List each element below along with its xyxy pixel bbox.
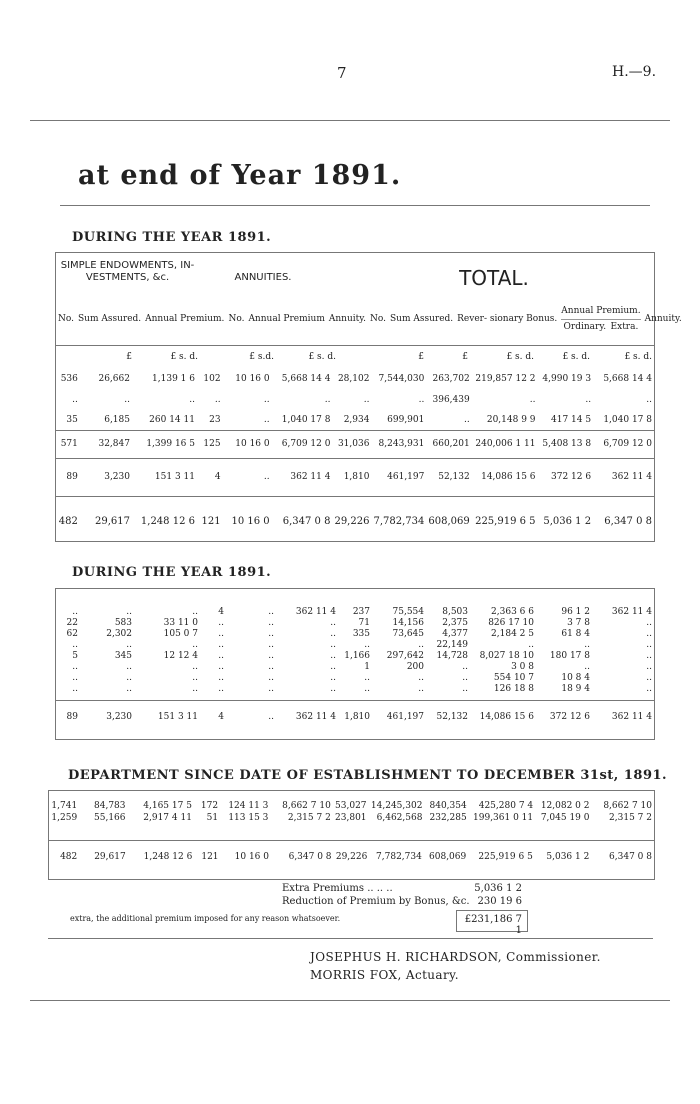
cell: 14,245,302 <box>370 801 423 811</box>
cell: 29,226 <box>335 852 368 862</box>
cell: 3 0 8 <box>511 661 534 672</box>
table-row <box>56 606 654 617</box>
cell: .. <box>268 606 274 617</box>
cell: 29,617 <box>94 515 130 527</box>
cell: 260 14 11 <box>149 414 195 425</box>
cell: 55,166 <box>94 813 126 823</box>
cell: 32,847 <box>98 439 130 449</box>
table-row <box>56 683 654 694</box>
commissioner-signature: JOSEPHUS H. RICHARDSON, Commissioner. <box>310 950 601 964</box>
cell: 362 11 4 <box>611 712 652 722</box>
cell: .. <box>529 395 536 405</box>
cell: 10 16 0 <box>235 374 270 384</box>
cell: 362 11 4 <box>295 606 336 617</box>
cell: .. <box>330 661 336 672</box>
cell: 2,917 4 11 <box>143 813 192 823</box>
cell: 362 11 4 <box>295 712 336 722</box>
cell: .. <box>126 639 132 650</box>
cell: .. <box>330 683 336 694</box>
cell: 29,226 <box>334 515 370 527</box>
cell: .. <box>72 683 78 694</box>
unit-label: £ s. d. <box>562 352 590 362</box>
section2-heading: DURING THE YEAR 1891. <box>72 565 272 580</box>
cell: 660,201 <box>432 439 470 449</box>
cell: 5 <box>72 650 78 661</box>
cell: 362 11 4 <box>611 472 652 482</box>
cell: 8,503 <box>442 606 468 617</box>
cell: .. <box>418 639 424 650</box>
cell: 335 <box>352 628 370 639</box>
cell: 1,166 <box>344 650 370 661</box>
cell: 5,668 14 4 <box>603 374 652 384</box>
cell: .. <box>646 617 652 628</box>
cell: .. <box>646 639 652 650</box>
cell: 125 <box>203 439 221 449</box>
unit-label: £ s. d. <box>624 352 652 362</box>
bottom-rule <box>30 1000 670 1001</box>
cell: .. <box>192 639 198 650</box>
cell: 28,102 <box>337 374 370 384</box>
cell: .. <box>263 472 270 482</box>
cell: 2,184 2 5 <box>491 628 534 639</box>
cell: 608,069 <box>429 852 467 862</box>
cell: 461,197 <box>386 712 424 722</box>
cell: .. <box>646 661 652 672</box>
cell: 71 <box>358 617 370 628</box>
table-row <box>56 458 654 496</box>
cell: 3,230 <box>104 472 130 482</box>
cell: 10 16 0 <box>231 515 270 527</box>
cell: .. <box>126 672 132 683</box>
cell: .. <box>72 606 78 617</box>
cell: 62 <box>66 628 78 639</box>
cell: .. <box>364 672 370 683</box>
total-group-header: TOTAL. <box>459 266 529 290</box>
cell: 1,810 <box>343 472 370 482</box>
cell: .. <box>584 661 590 672</box>
section1-data-table <box>56 368 654 546</box>
col-header: No. <box>58 314 74 324</box>
table-row <box>56 430 654 458</box>
cell: 121 <box>201 515 221 527</box>
cell: .. <box>218 672 224 683</box>
cell: .. <box>268 712 274 722</box>
cell: .. <box>364 683 370 694</box>
cell: .. <box>124 395 130 405</box>
cell: 2,363 6 6 <box>491 606 534 617</box>
cell: 52,132 <box>438 472 470 482</box>
table-total-row <box>56 496 654 546</box>
cell: .. <box>418 683 424 694</box>
cell: .. <box>585 395 592 405</box>
cell: .. <box>364 639 370 650</box>
cell: 23 <box>209 414 221 425</box>
cell: 6,347 0 8 <box>288 852 332 862</box>
cell: 6,185 <box>104 414 130 425</box>
cell: .. <box>218 683 224 694</box>
col-header: Annuity. <box>644 314 682 324</box>
cell: .. <box>646 650 652 661</box>
cell: .. <box>646 628 652 639</box>
cell: .. <box>584 639 590 650</box>
table-row <box>56 628 654 639</box>
cell: 8,662 7 10 <box>603 801 652 811</box>
cell: 571 <box>60 439 78 449</box>
cell: 6,347 0 8 <box>282 515 331 527</box>
cell: .. <box>462 661 468 672</box>
cell: .. <box>192 683 198 694</box>
cell: .. <box>268 661 274 672</box>
cell: .. <box>72 672 78 683</box>
cell: 1,248 12 6 <box>140 515 195 527</box>
document-reference: H.—9. <box>612 64 657 80</box>
cell: 89 <box>66 472 78 482</box>
cell: 396,439 <box>432 395 470 405</box>
cell: 2,934 <box>343 414 370 425</box>
cell: 372 12 6 <box>551 472 592 482</box>
col-header: Annual Premium <box>248 314 325 324</box>
cell: 10 16 0 <box>235 439 270 449</box>
extra-premiums-label: Extra Premiums .. .. .. <box>282 883 393 894</box>
cell: 200 <box>406 661 424 672</box>
cell: 33 11 0 <box>163 617 198 628</box>
cell: 417 14 5 <box>551 414 592 425</box>
cell: 124 11 3 <box>228 801 269 811</box>
cell: 10 16 0 <box>234 852 269 862</box>
cell: 23,801 <box>335 813 367 823</box>
cell: 12 12 4 <box>163 650 198 661</box>
cell: 4,990 19 3 <box>542 374 592 384</box>
cell: 53,027 <box>335 801 367 811</box>
cell: .. <box>192 606 198 617</box>
cell: .. <box>330 617 336 628</box>
cell: .. <box>263 414 270 425</box>
unit-label: £ <box>418 352 424 362</box>
cell: 826 17 10 <box>488 617 534 628</box>
cell: .. <box>192 672 198 683</box>
cell: 1,810 <box>344 712 370 722</box>
cell: 554 10 7 <box>493 672 534 683</box>
cell: 372 12 6 <box>549 712 590 722</box>
table-row <box>56 617 654 628</box>
col-header <box>559 306 642 332</box>
unit-label: £ <box>462 352 468 362</box>
extra-premiums-value: 5,036 1 2 <box>474 883 522 894</box>
cell: .. <box>418 672 424 683</box>
section3-total-rule <box>49 840 654 841</box>
cell: .. <box>268 683 274 694</box>
cell: .. <box>418 395 425 405</box>
cell: .. <box>268 617 274 628</box>
section1-header-table <box>56 306 684 332</box>
cell: 4 <box>218 712 224 722</box>
cell: 1,040 17 8 <box>281 414 331 425</box>
cell: 240,006 1 11 <box>475 439 536 449</box>
cell: .. <box>646 672 652 683</box>
cell: .. <box>330 628 336 639</box>
section1-heading: DURING THE YEAR 1891. <box>72 230 272 245</box>
cell: .. <box>218 639 224 650</box>
cell: .. <box>324 395 331 405</box>
cell: .. <box>268 639 274 650</box>
table-row <box>56 410 654 430</box>
cell: .. <box>268 628 274 639</box>
unit-label: £ s. d. <box>506 352 534 362</box>
cell: 219,857 12 2 <box>475 374 536 384</box>
cell: 51 <box>206 813 219 823</box>
cell: 1,248 12 6 <box>143 852 193 862</box>
cell: .. <box>268 672 274 683</box>
cell: 7,544,030 <box>378 374 425 384</box>
cell: 3 7 8 <box>567 617 590 628</box>
cell: 61 8 4 <box>561 628 590 639</box>
table-row <box>56 639 654 650</box>
table-row <box>56 661 654 672</box>
section3-total-table <box>49 852 654 862</box>
cell: .. <box>363 395 370 405</box>
cell: 14,728 <box>436 650 468 661</box>
cell: 232,285 <box>429 813 467 823</box>
annual-premium-header: Annual Premium. <box>561 306 641 316</box>
unit-label: £ s. d. <box>308 352 336 362</box>
cell: 52,132 <box>436 712 468 722</box>
cell: 425,280 7 4 <box>478 801 534 811</box>
cell: 3,230 <box>106 712 132 722</box>
footer-rule <box>48 938 653 939</box>
title-rule <box>60 205 650 206</box>
cell: 5,036 1 2 <box>543 515 592 527</box>
unit-label: £ <box>126 352 132 362</box>
page-title: at end of Year 1891. <box>78 160 402 191</box>
cell: 84,783 <box>94 801 126 811</box>
cell: 20,148 9 9 <box>486 414 536 425</box>
cell: 121 <box>201 852 219 862</box>
cell: .. <box>218 650 224 661</box>
top-rule <box>30 120 670 121</box>
cell: .. <box>263 395 270 405</box>
section2-data-table <box>56 606 654 694</box>
col-header: Sum Assured. <box>390 314 454 324</box>
cell: 10 8 4 <box>561 672 590 683</box>
cell: .. <box>218 628 224 639</box>
col-header: Rever- sionary Bonus. <box>457 314 558 324</box>
cell: 362 11 4 <box>611 606 652 617</box>
cell: 102 <box>203 374 221 384</box>
cell: 345 <box>114 650 132 661</box>
cell: 180 17 8 <box>549 650 590 661</box>
cell: 2,302 <box>106 628 132 639</box>
cell: 12,082 0 2 <box>540 801 590 811</box>
cell: 1,040 17 8 <box>603 414 652 425</box>
section2-total-table <box>56 712 654 722</box>
cell: 536 <box>60 374 78 384</box>
cell: 1,139 1 6 <box>152 374 195 384</box>
page-number: 7 <box>337 64 347 82</box>
cell: .. <box>218 617 224 628</box>
footnote: extra, the additional premium imposed for any reason whatsoever. <box>70 914 341 923</box>
section3-data-table <box>49 800 654 824</box>
cell: 482 <box>58 515 78 527</box>
cell: 4 <box>218 606 224 617</box>
cell: 14,086 15 6 <box>481 472 536 482</box>
cell: 14,156 <box>392 617 424 628</box>
table-total-row <box>49 852 654 862</box>
cell: 699,901 <box>387 414 425 425</box>
cell: 8,027 18 10 <box>479 650 534 661</box>
cell: 461,197 <box>387 472 425 482</box>
cell: 1,399 16 5 <box>146 439 195 449</box>
table-row <box>56 390 654 410</box>
reduction-value: 230 19 6 <box>477 896 522 907</box>
cell: 22,149 <box>436 639 468 650</box>
unit-label: £ s. d. <box>170 352 198 362</box>
cell: 2,375 <box>442 617 468 628</box>
cell: 1 <box>364 661 370 672</box>
cell: .. <box>330 672 336 683</box>
cell: 126 18 8 <box>493 683 534 694</box>
header-rule <box>56 345 654 346</box>
cell: 6,709 12 0 <box>281 439 331 449</box>
cell: .. <box>72 395 78 405</box>
reduction-label: Reduction of Premium by Bonus, &c. <box>282 896 470 907</box>
cell: 4,165 17 5 <box>143 801 192 811</box>
cell: 362 11 4 <box>290 472 331 482</box>
cell: 113 15 3 <box>228 813 269 823</box>
cell: 18 9 4 <box>561 683 590 694</box>
cell: .. <box>126 683 132 694</box>
cell: 6,462,568 <box>376 813 423 823</box>
cell: .. <box>528 639 534 650</box>
cell: 31,036 <box>337 439 370 449</box>
cell: 7,045 19 0 <box>540 813 590 823</box>
cell: .. <box>72 639 78 650</box>
cell: 225,919 6 5 <box>478 852 533 862</box>
cell: 151 3 11 <box>154 472 195 482</box>
cell: 2,315 7 2 <box>287 813 331 823</box>
section2-total-rule <box>56 700 654 701</box>
cell: .. <box>462 672 468 683</box>
col-header: Annual Premium. <box>145 314 225 324</box>
cell: 6,347 0 8 <box>609 852 652 862</box>
table-row <box>49 800 654 812</box>
cell: 172 <box>200 801 219 811</box>
cell: 4 <box>214 472 221 482</box>
cell: 151 3 11 <box>157 712 198 722</box>
cell: 5,036 1 2 <box>546 852 590 862</box>
cell: 6,709 12 0 <box>603 439 652 449</box>
cell: .. <box>462 683 468 694</box>
cell: 1,259 <box>51 813 78 823</box>
col-header: Annuity. <box>328 314 366 324</box>
cell: 89 <box>66 712 78 722</box>
cell: 6,347 0 8 <box>604 515 652 527</box>
table-row <box>56 368 654 390</box>
cell: .. <box>192 661 198 672</box>
cell: 199,361 0 11 <box>473 813 534 823</box>
cell: 2,315 7 2 <box>609 813 652 823</box>
cell: .. <box>218 661 224 672</box>
cell: 297,642 <box>386 650 424 661</box>
section1-units-row <box>56 352 654 362</box>
col-header-ordinary: Ordinary. <box>563 322 607 332</box>
cell: .. <box>463 414 470 425</box>
cell: .. <box>268 650 274 661</box>
cell: 35 <box>66 414 78 425</box>
cell: 75,554 <box>392 606 424 617</box>
endowments-group-header: SIMPLE ENDOWMENTS, IN- VESTMENTS, &c. <box>60 260 195 283</box>
cell: 4,377 <box>442 628 468 639</box>
cell: 7,782,734 <box>373 515 425 527</box>
col-header-extra: Extra. <box>610 322 639 332</box>
cell: .. <box>126 606 132 617</box>
col-header: No. <box>370 314 386 324</box>
section3-heading: DEPARTMENT SINCE DATE OF ESTABLISHMENT TO DECEMBER 31st, 1891. <box>68 768 668 783</box>
cell: 263,702 <box>432 374 470 384</box>
cell: 105 0 7 <box>163 628 198 639</box>
table-row <box>56 672 654 683</box>
cell: 1,741 <box>51 801 78 811</box>
cell: .. <box>214 395 221 405</box>
cell: 583 <box>114 617 132 628</box>
cell: 29,617 <box>94 852 126 862</box>
cell: 482 <box>60 852 78 862</box>
cell: 14,086 15 6 <box>479 712 534 722</box>
cell: 237 <box>352 606 370 617</box>
cell: 73,645 <box>392 628 424 639</box>
table-total-row <box>56 712 654 722</box>
cell: 608,069 <box>428 515 470 527</box>
actuary-signature: MORRIS FOX, Actuary. <box>310 968 459 982</box>
cell: .. <box>330 650 336 661</box>
cell: 5,668 14 4 <box>281 374 331 384</box>
unit-label: £ s.d. <box>249 352 274 362</box>
cell: .. <box>189 395 195 405</box>
cell: .. <box>646 683 652 694</box>
cell: .. <box>72 661 78 672</box>
cell: .. <box>126 661 132 672</box>
cell: 96 1 2 <box>561 606 590 617</box>
col-header: Sum Assured. <box>78 314 142 324</box>
cell: 8,243,931 <box>378 439 425 449</box>
cell: .. <box>330 639 336 650</box>
cell: 840,354 <box>429 801 467 811</box>
cell: .. <box>646 395 652 405</box>
table-row <box>49 812 654 824</box>
cell: 7,782,734 <box>376 852 422 862</box>
col-header: No. <box>228 314 245 324</box>
grand-total-value: £231,186 7 1 <box>464 914 522 936</box>
cell: 5,408 13 8 <box>542 439 592 449</box>
cell: 22 <box>66 617 78 628</box>
cell: 225,919 6 5 <box>475 515 536 527</box>
annuities-group-header: ANNUITIES. <box>234 272 292 283</box>
table-row <box>56 650 654 661</box>
cell: 26,662 <box>98 374 130 384</box>
cell: 8,662 7 10 <box>282 801 331 811</box>
